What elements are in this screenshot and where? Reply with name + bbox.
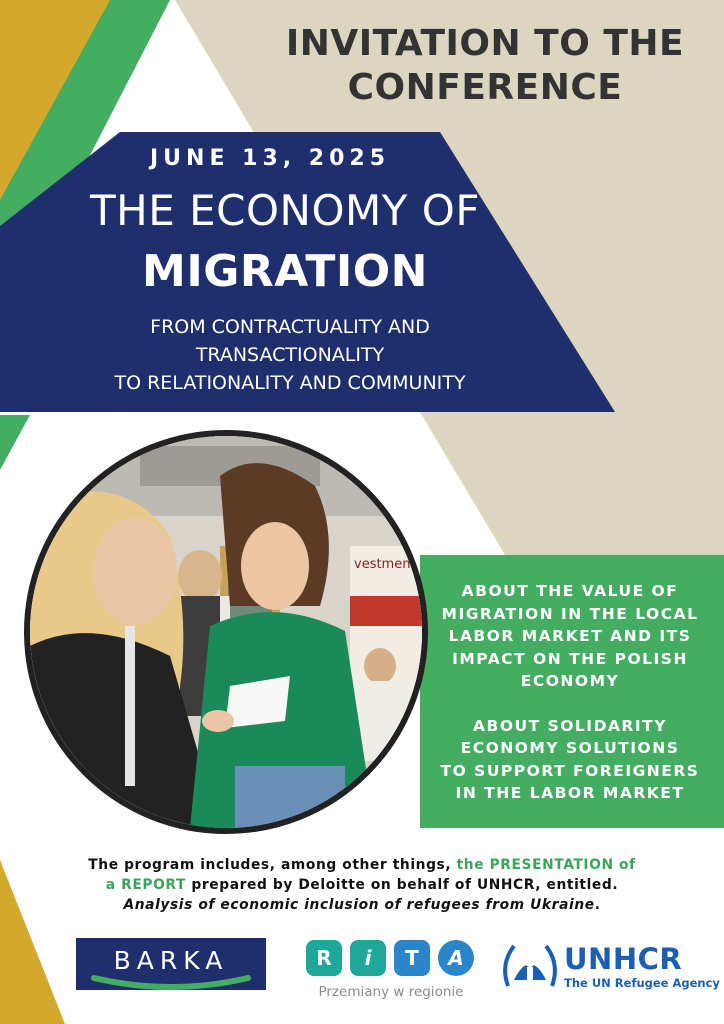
barka-logo xyxy=(76,938,266,990)
topic-1-line: MIGRATION IN THE LOCAL xyxy=(441,604,699,623)
program-highlight: a REPORT xyxy=(105,877,187,893)
program-text: The program includes, among other things, xyxy=(88,857,457,873)
report-title: Analysis of economic inclusion of refugees from Ukraine xyxy=(123,897,595,913)
rita-letter-a: A xyxy=(438,940,474,976)
event-subtitle xyxy=(20,313,560,397)
rita-caption: Przemiany w regionie xyxy=(318,984,464,1000)
conference-photo xyxy=(24,430,428,834)
program-line-1 xyxy=(10,855,714,875)
barka-wave-icon xyxy=(76,938,266,990)
rita-letter-i: i xyxy=(350,940,386,976)
rita-letter-t: T xyxy=(394,940,430,976)
topics-block xyxy=(420,580,720,805)
subtitle-line: FROM CONTRACTUALITY AND xyxy=(150,316,430,338)
event-date: JUNE 13, 2025 xyxy=(149,146,390,171)
invitation-heading xyxy=(250,22,720,110)
barka-logo-text: BARKA xyxy=(113,946,229,975)
topic-spacer xyxy=(420,693,720,715)
event-title-line-1: THE ECONOMY OF xyxy=(90,186,480,235)
program-highlight: the PRESENTATION of xyxy=(456,857,636,873)
subtitle-line: TO RELATIONALITY AND COMMUNITY xyxy=(114,372,466,394)
heading-line-1: INVITATION TO THE xyxy=(285,23,685,64)
heading-line-2: CONFERENCE xyxy=(347,67,623,108)
topic-2-line: ECONOMY SOLUTIONS xyxy=(460,739,680,757)
topic-1-line: ECONOMY xyxy=(520,672,620,690)
program-text: prepared by Deloitte on behalf of UNHCR, entitled. xyxy=(186,877,619,893)
unhcr-emblem-icon xyxy=(500,940,560,992)
photo-illustration xyxy=(30,436,422,828)
topic-1-line: IMPACT ON THE POLISH xyxy=(452,649,688,668)
rita-letter-r: R xyxy=(306,940,342,976)
unhcr-subtitle: The UN Refugee Agency xyxy=(564,976,720,990)
program-line-3 xyxy=(10,895,714,915)
topic-2-line: IN THE LABOR MARKET xyxy=(455,784,685,802)
topic-1-line: LABOR MARKET AND ITS xyxy=(448,627,692,645)
unhcr-title: UNHCR xyxy=(564,942,683,976)
topic-2-line: ABOUT SOLIDARITY xyxy=(473,716,667,735)
program-line-2 xyxy=(10,875,714,895)
topic-1-line: ABOUT THE VALUE OF xyxy=(461,582,679,600)
program-text: . xyxy=(594,897,601,913)
subtitle-line: TRANSACTIONALITY xyxy=(195,344,385,366)
event-title-line-2: MIGRATION xyxy=(142,246,428,297)
photo-sign-text: vestment xyxy=(354,557,416,572)
topic-2-line: TO SUPPORT FOREIGNERS xyxy=(440,761,700,780)
program-description xyxy=(10,855,714,915)
